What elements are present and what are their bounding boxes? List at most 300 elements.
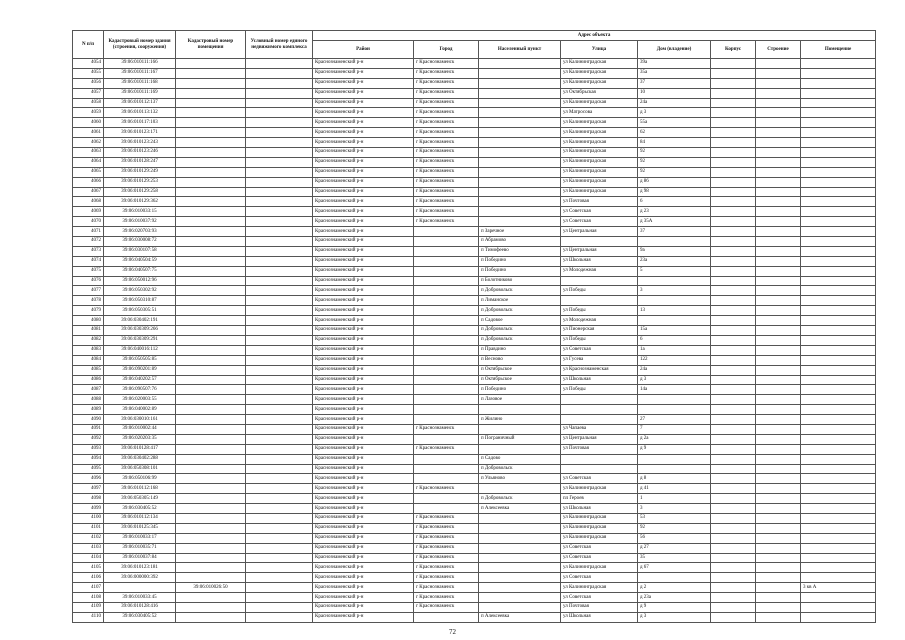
cell-stroenie: [756, 434, 801, 444]
cell-premise: [801, 207, 876, 217]
cell-korpus: [711, 375, 756, 385]
cell-premise-cad: [176, 128, 246, 138]
cell-building-cad: 39:06:030405:52: [104, 612, 176, 622]
cell-street: ул Калининградская: [561, 78, 638, 88]
cell-premise: [801, 474, 876, 484]
cell-stroenie: [756, 405, 801, 415]
cell-n: 4061: [73, 128, 104, 138]
table-row: [73, 593, 876, 603]
cell-korpus: [711, 217, 756, 227]
cell-building-cad: 39:06:010129:253: [104, 177, 176, 187]
cell-house: 7: [638, 424, 711, 434]
cell-korpus: [711, 533, 756, 543]
cell-n: 4079: [73, 306, 104, 316]
cell-premise-cad: [176, 444, 246, 454]
cell-premise: [801, 148, 876, 158]
cell-n: 4085: [73, 365, 104, 375]
cell-n: 4099: [73, 504, 104, 514]
cell-town: [414, 385, 479, 395]
cell-n: 4059: [73, 108, 104, 118]
cell-stroenie: [756, 118, 801, 128]
page-number: 72: [449, 628, 456, 636]
cell-street: ул Калининградская: [561, 148, 638, 158]
table-row: [73, 128, 876, 138]
cell-settlement: п Абрамово: [479, 237, 561, 247]
cell-premise-cad: [176, 504, 246, 514]
cell-complex-num: [246, 444, 313, 454]
cell-settlement: п Тимофеево: [479, 246, 561, 256]
cell-korpus: [711, 365, 756, 375]
cell-complex-num: [246, 157, 313, 167]
cell-street: ул Калининградская: [561, 177, 638, 187]
cell-korpus: [711, 68, 756, 78]
cell-raion: Краснознаменский р-н: [313, 385, 414, 395]
cell-premise: [801, 68, 876, 78]
cell-raion: Краснознаменский р-н: [313, 602, 414, 612]
cell-n: 4080: [73, 316, 104, 326]
cell-raion: Краснознаменский р-н: [313, 326, 414, 336]
cell-complex-num: [246, 177, 313, 187]
cell-settlement: п Победино: [479, 256, 561, 266]
cell-n: 4069: [73, 207, 104, 217]
cell-raion: Краснознаменский р-н: [313, 484, 414, 494]
cell-building-cad: 39:06:050106:99: [104, 474, 176, 484]
cell-street: ул Школьная: [561, 375, 638, 385]
cell-settlement: [479, 563, 561, 573]
cell-premise-cad: [176, 563, 246, 573]
table-row: [73, 395, 876, 405]
cell-premise-cad: [176, 474, 246, 484]
cell-town: [414, 306, 479, 316]
cell-house: [638, 573, 711, 583]
cell-town: г Краснознаменск: [414, 197, 479, 207]
table-row: [73, 424, 876, 434]
cell-street: ул Калининградская: [561, 138, 638, 148]
cell-building-cad: 39:06:010129:249: [104, 167, 176, 177]
cell-settlement: п Добровольск: [479, 494, 561, 504]
cell-korpus: [711, 563, 756, 573]
cell-premise: [801, 108, 876, 118]
cell-raion: Краснознаменский р-н: [313, 583, 414, 593]
header-n: N п/п: [73, 31, 104, 59]
cell-n: 4101: [73, 523, 104, 533]
cell-korpus: [711, 504, 756, 514]
cell-stroenie: [756, 365, 801, 375]
cell-stroenie: [756, 345, 801, 355]
cell-building-cad: 39:06:010123:246: [104, 148, 176, 158]
cell-building-cad: 39:06:050305:149: [104, 494, 176, 504]
header-settlement: Населенный пункт: [479, 41, 561, 59]
cell-korpus: [711, 118, 756, 128]
cell-premise: [801, 326, 876, 336]
table-row: [73, 148, 876, 158]
cell-stroenie: [756, 237, 801, 247]
cell-settlement: п Правдино: [479, 345, 561, 355]
cell-settlement: п Лазовое: [479, 395, 561, 405]
header-korpus: Корпус: [711, 41, 756, 59]
cell-korpus: [711, 513, 756, 523]
cell-premise-cad: [176, 484, 246, 494]
cell-complex-num: [246, 98, 313, 108]
cell-house: д 9: [638, 444, 711, 454]
cell-complex-num: [246, 573, 313, 583]
cell-raion: Краснознаменский р-н: [313, 415, 414, 425]
cell-premise-cad: [176, 375, 246, 385]
cell-premise: [801, 504, 876, 514]
cell-premise-cad: [176, 553, 246, 563]
header-premise: Помещение: [801, 41, 876, 59]
cell-premise: [801, 523, 876, 533]
cell-korpus: [711, 197, 756, 207]
cell-n: 4065: [73, 167, 104, 177]
cell-n: 4092: [73, 434, 104, 444]
cell-house: [638, 237, 711, 247]
cell-raion: Краснознаменский р-н: [313, 316, 414, 326]
cell-complex-num: [246, 335, 313, 345]
cell-complex-num: [246, 266, 313, 276]
cell-stroenie: [756, 138, 801, 148]
cell-n: 4054: [73, 59, 104, 69]
cell-complex-num: [246, 612, 313, 622]
cell-raion: Краснознаменский р-н: [313, 88, 414, 98]
cell-house: [638, 395, 711, 405]
cell-stroenie: [756, 326, 801, 336]
cell-korpus: [711, 157, 756, 167]
cell-town: г Краснознаменск: [414, 602, 479, 612]
cell-stroenie: [756, 424, 801, 434]
cell-stroenie: [756, 602, 801, 612]
cell-complex-num: [246, 474, 313, 484]
cell-raion: Краснознаменский р-н: [313, 395, 414, 405]
table-row: [73, 237, 876, 247]
table-row: [73, 415, 876, 425]
cell-settlement: [479, 444, 561, 454]
cell-complex-num: [246, 59, 313, 69]
cell-raion: Краснознаменский р-н: [313, 335, 414, 345]
cell-premise: [801, 118, 876, 128]
cell-settlement: [479, 523, 561, 533]
cell-premise-cad: [176, 78, 246, 88]
cell-house: 6: [638, 335, 711, 345]
cell-stroenie: [756, 573, 801, 583]
cell-building-cad: 39:06:010002:44: [104, 424, 176, 434]
cell-house: 55а: [638, 118, 711, 128]
cell-building-cad: 39:06:040504:59: [104, 256, 176, 266]
cell-premise: [801, 296, 876, 306]
cell-stroenie: [756, 494, 801, 504]
cell-complex-num: [246, 533, 313, 543]
cell-korpus: [711, 415, 756, 425]
cell-settlement: [479, 108, 561, 118]
cell-n: 4105: [73, 563, 104, 573]
cell-building-cad: 39:06:090507:76: [104, 385, 176, 395]
cell-building-cad: 39:06:050308:101: [104, 464, 176, 474]
cell-complex-num: [246, 246, 313, 256]
cell-raion: Краснознаменский р-н: [313, 286, 414, 296]
cell-complex-num: [246, 326, 313, 336]
cell-street: ул Советская: [561, 474, 638, 484]
cell-house: д 23: [638, 207, 711, 217]
cell-house: 15а: [638, 326, 711, 336]
cell-town: [414, 316, 479, 326]
cell-street: ул Советская: [561, 553, 638, 563]
cell-premise: [801, 365, 876, 375]
cell-complex-num: [246, 68, 313, 78]
cell-raion: Краснознаменский р-н: [313, 167, 414, 177]
cell-town: [414, 395, 479, 405]
table-row: [73, 513, 876, 523]
cell-settlement: [479, 217, 561, 227]
cell-premise-cad: 39:06:010026:50: [176, 583, 246, 593]
table-row: [73, 612, 876, 622]
cell-complex-num: [246, 237, 313, 247]
cell-street: ул Победы: [561, 335, 638, 345]
cell-stroenie: [756, 157, 801, 167]
cell-town: г Краснознаменск: [414, 207, 479, 217]
cell-town: г Краснознаменск: [414, 424, 479, 434]
cell-house: 3: [638, 286, 711, 296]
cell-n: 4104: [73, 553, 104, 563]
cell-street: ул Молодежная: [561, 266, 638, 276]
cell-town: г Краснознаменск: [414, 533, 479, 543]
cell-n: 4090: [73, 415, 104, 425]
cell-korpus: [711, 612, 756, 622]
cell-settlement: п Жилино: [479, 415, 561, 425]
table-row: [73, 464, 876, 474]
cell-stroenie: [756, 484, 801, 494]
cell-settlement: п Весново: [479, 355, 561, 365]
cell-n: 4096: [73, 474, 104, 484]
cell-n: 4056: [73, 78, 104, 88]
cell-korpus: [711, 593, 756, 603]
cell-settlement: п Добровольск: [479, 306, 561, 316]
cell-n: 4089: [73, 405, 104, 415]
cell-house: 56: [638, 533, 711, 543]
cell-settlement: [479, 424, 561, 434]
cell-korpus: [711, 286, 756, 296]
cell-building-cad: 39:06:030008:72: [104, 237, 176, 247]
cell-street: ул Краснознаменская: [561, 365, 638, 375]
cell-building-cad: 39:06:010123:171: [104, 128, 176, 138]
cell-building-cad: 39:06:090201:89: [104, 365, 176, 375]
cell-raion: Краснознаменский р-н: [313, 59, 414, 69]
cell-raion: Краснознаменский р-н: [313, 365, 414, 375]
cell-premise-cad: [176, 405, 246, 415]
cell-premise: [801, 484, 876, 494]
table-row: [73, 227, 876, 237]
cell-korpus: [711, 227, 756, 237]
header-raion: Район: [313, 41, 414, 59]
cell-street: ул Калининградская: [561, 157, 638, 167]
cell-premise: [801, 306, 876, 316]
cell-n: 4095: [73, 464, 104, 474]
header-building-cad: Кадастровый номер здания (строения, сооружения): [104, 31, 176, 59]
cell-house: [638, 454, 711, 464]
cell-settlement: [479, 138, 561, 148]
cell-stroenie: [756, 593, 801, 603]
cell-n: 4060: [73, 118, 104, 128]
cell-town: г Краснознаменск: [414, 118, 479, 128]
cell-premise-cad: [176, 296, 246, 306]
cell-premise: [801, 187, 876, 197]
cell-settlement: п Заречное: [479, 227, 561, 237]
table-row: [73, 98, 876, 108]
cell-premise-cad: [176, 148, 246, 158]
cell-street: ул Победы: [561, 286, 638, 296]
cell-premise: [801, 375, 876, 385]
cell-stroenie: [756, 68, 801, 78]
table-row: [73, 138, 876, 148]
table-body: [73, 59, 876, 623]
cell-premise: [801, 563, 876, 573]
cell-street: ул Советская: [561, 217, 638, 227]
cell-town: [414, 454, 479, 464]
cell-premise-cad: [176, 494, 246, 504]
cell-premise-cad: [176, 286, 246, 296]
cell-premise: [801, 424, 876, 434]
cell-n: 4073: [73, 246, 104, 256]
cell-settlement: [479, 197, 561, 207]
cell-house: 13: [638, 306, 711, 316]
cell-n: 4100: [73, 513, 104, 523]
cell-raion: Краснознаменский р-н: [313, 227, 414, 237]
cell-premise: [801, 276, 876, 286]
cell-raion: Краснознаменский р-н: [313, 474, 414, 484]
cell-premise: [801, 395, 876, 405]
cell-stroenie: [756, 335, 801, 345]
cell-building-cad: 39:06:010033:15: [104, 207, 176, 217]
cell-town: [414, 286, 479, 296]
cell-complex-num: [246, 108, 313, 118]
cell-raion: Краснознаменский р-н: [313, 217, 414, 227]
cell-stroenie: [756, 266, 801, 276]
cell-premise-cad: [176, 593, 246, 603]
cell-street: ул Почтовая: [561, 602, 638, 612]
cell-stroenie: [756, 454, 801, 464]
cell-n: 4058: [73, 98, 104, 108]
cell-town: г Краснознаменск: [414, 543, 479, 553]
cell-complex-num: [246, 187, 313, 197]
cell-raion: Краснознаменский р-н: [313, 533, 414, 543]
cell-street: ул Советская: [561, 345, 638, 355]
cell-street: [561, 276, 638, 286]
cell-n: 4087: [73, 385, 104, 395]
cell-stroenie: [756, 286, 801, 296]
cell-house: д 9: [638, 602, 711, 612]
cell-complex-num: [246, 424, 313, 434]
cell-complex-num: [246, 78, 313, 88]
cell-korpus: [711, 395, 756, 405]
table-row: [73, 108, 876, 118]
cell-stroenie: [756, 444, 801, 454]
cell-premise: [801, 227, 876, 237]
cell-raion: Краснознаменский р-н: [313, 266, 414, 276]
cell-stroenie: [756, 217, 801, 227]
cell-house: д 3: [638, 108, 711, 118]
cell-settlement: п Лиманское: [479, 296, 561, 306]
table-row: [73, 533, 876, 543]
cell-n: 4086: [73, 375, 104, 385]
table-row: [73, 385, 876, 395]
cell-house: 27: [638, 415, 711, 425]
cell-premise-cad: [176, 454, 246, 464]
cell-house: [638, 464, 711, 474]
cell-street: [561, 395, 638, 405]
cell-town: г Краснознаменск: [414, 98, 479, 108]
table-row: [73, 167, 876, 177]
table-row: [73, 484, 876, 494]
cell-raion: Краснознаменский р-н: [313, 246, 414, 256]
cell-town: г Краснознаменск: [414, 157, 479, 167]
cell-premise-cad: [176, 543, 246, 553]
cell-settlement: [479, 573, 561, 583]
cell-premise-cad: [176, 326, 246, 336]
cell-settlement: п Добровольск: [479, 326, 561, 336]
cell-house: д 2а: [638, 434, 711, 444]
cell-house: д 8: [638, 474, 711, 484]
cell-building-cad: 39:06:050012:96: [104, 276, 176, 286]
cell-stroenie: [756, 464, 801, 474]
cell-complex-num: [246, 128, 313, 138]
cell-korpus: [711, 573, 756, 583]
cell-building-cad: 39:06:010128:416: [104, 602, 176, 612]
cell-raion: Краснознаменский р-н: [313, 375, 414, 385]
cell-building-cad: 39:06:020703:93: [104, 227, 176, 237]
cell-house: 53: [638, 513, 711, 523]
cell-house: д 3: [638, 375, 711, 385]
cell-building-cad: 39:06:010123:243: [104, 138, 176, 148]
cell-house: 92: [638, 167, 711, 177]
cell-raion: Краснознаменский р-н: [313, 434, 414, 444]
cell-building-cad: 39:06:000000:392: [104, 573, 176, 583]
cell-premise-cad: [176, 237, 246, 247]
cell-raion: Краснознаменский р-н: [313, 612, 414, 622]
cell-raion: Краснознаменский р-н: [313, 345, 414, 355]
cell-settlement: [479, 98, 561, 108]
cell-premise-cad: [176, 573, 246, 583]
cell-settlement: п Алексеевка: [479, 504, 561, 514]
cell-n: 4110: [73, 612, 104, 622]
cell-building-cad: 39:06:040507:75: [104, 266, 176, 276]
cell-building-cad: 39:06:010033:17: [104, 533, 176, 543]
cell-building-cad: 39:06:040016:112: [104, 345, 176, 355]
cell-premise: [801, 553, 876, 563]
cell-settlement: п Садово: [479, 454, 561, 464]
cell-n: 4091: [73, 424, 104, 434]
cell-town: г Краснознаменск: [414, 484, 479, 494]
cell-premise: [801, 543, 876, 553]
cell-town: г Краснознаменск: [414, 148, 479, 158]
cell-street: ул Центральная: [561, 434, 638, 444]
cell-town: [414, 405, 479, 415]
cell-town: [414, 246, 479, 256]
cell-premise-cad: [176, 187, 246, 197]
cell-complex-num: [246, 583, 313, 593]
cell-korpus: [711, 88, 756, 98]
cell-settlement: [479, 157, 561, 167]
cell-house: д 27: [638, 543, 711, 553]
cell-town: г Краснознаменск: [414, 128, 479, 138]
cell-town: г Краснознаменск: [414, 167, 479, 177]
cell-house: 9а: [638, 246, 711, 256]
cell-building-cad: 39:06:050310:87: [104, 296, 176, 306]
cell-korpus: [711, 464, 756, 474]
cell-building-cad: 39:06:040202:57: [104, 375, 176, 385]
cell-town: г Краснознаменск: [414, 217, 479, 227]
cell-complex-num: [246, 118, 313, 128]
cell-complex-num: [246, 563, 313, 573]
cell-premise-cad: [176, 207, 246, 217]
